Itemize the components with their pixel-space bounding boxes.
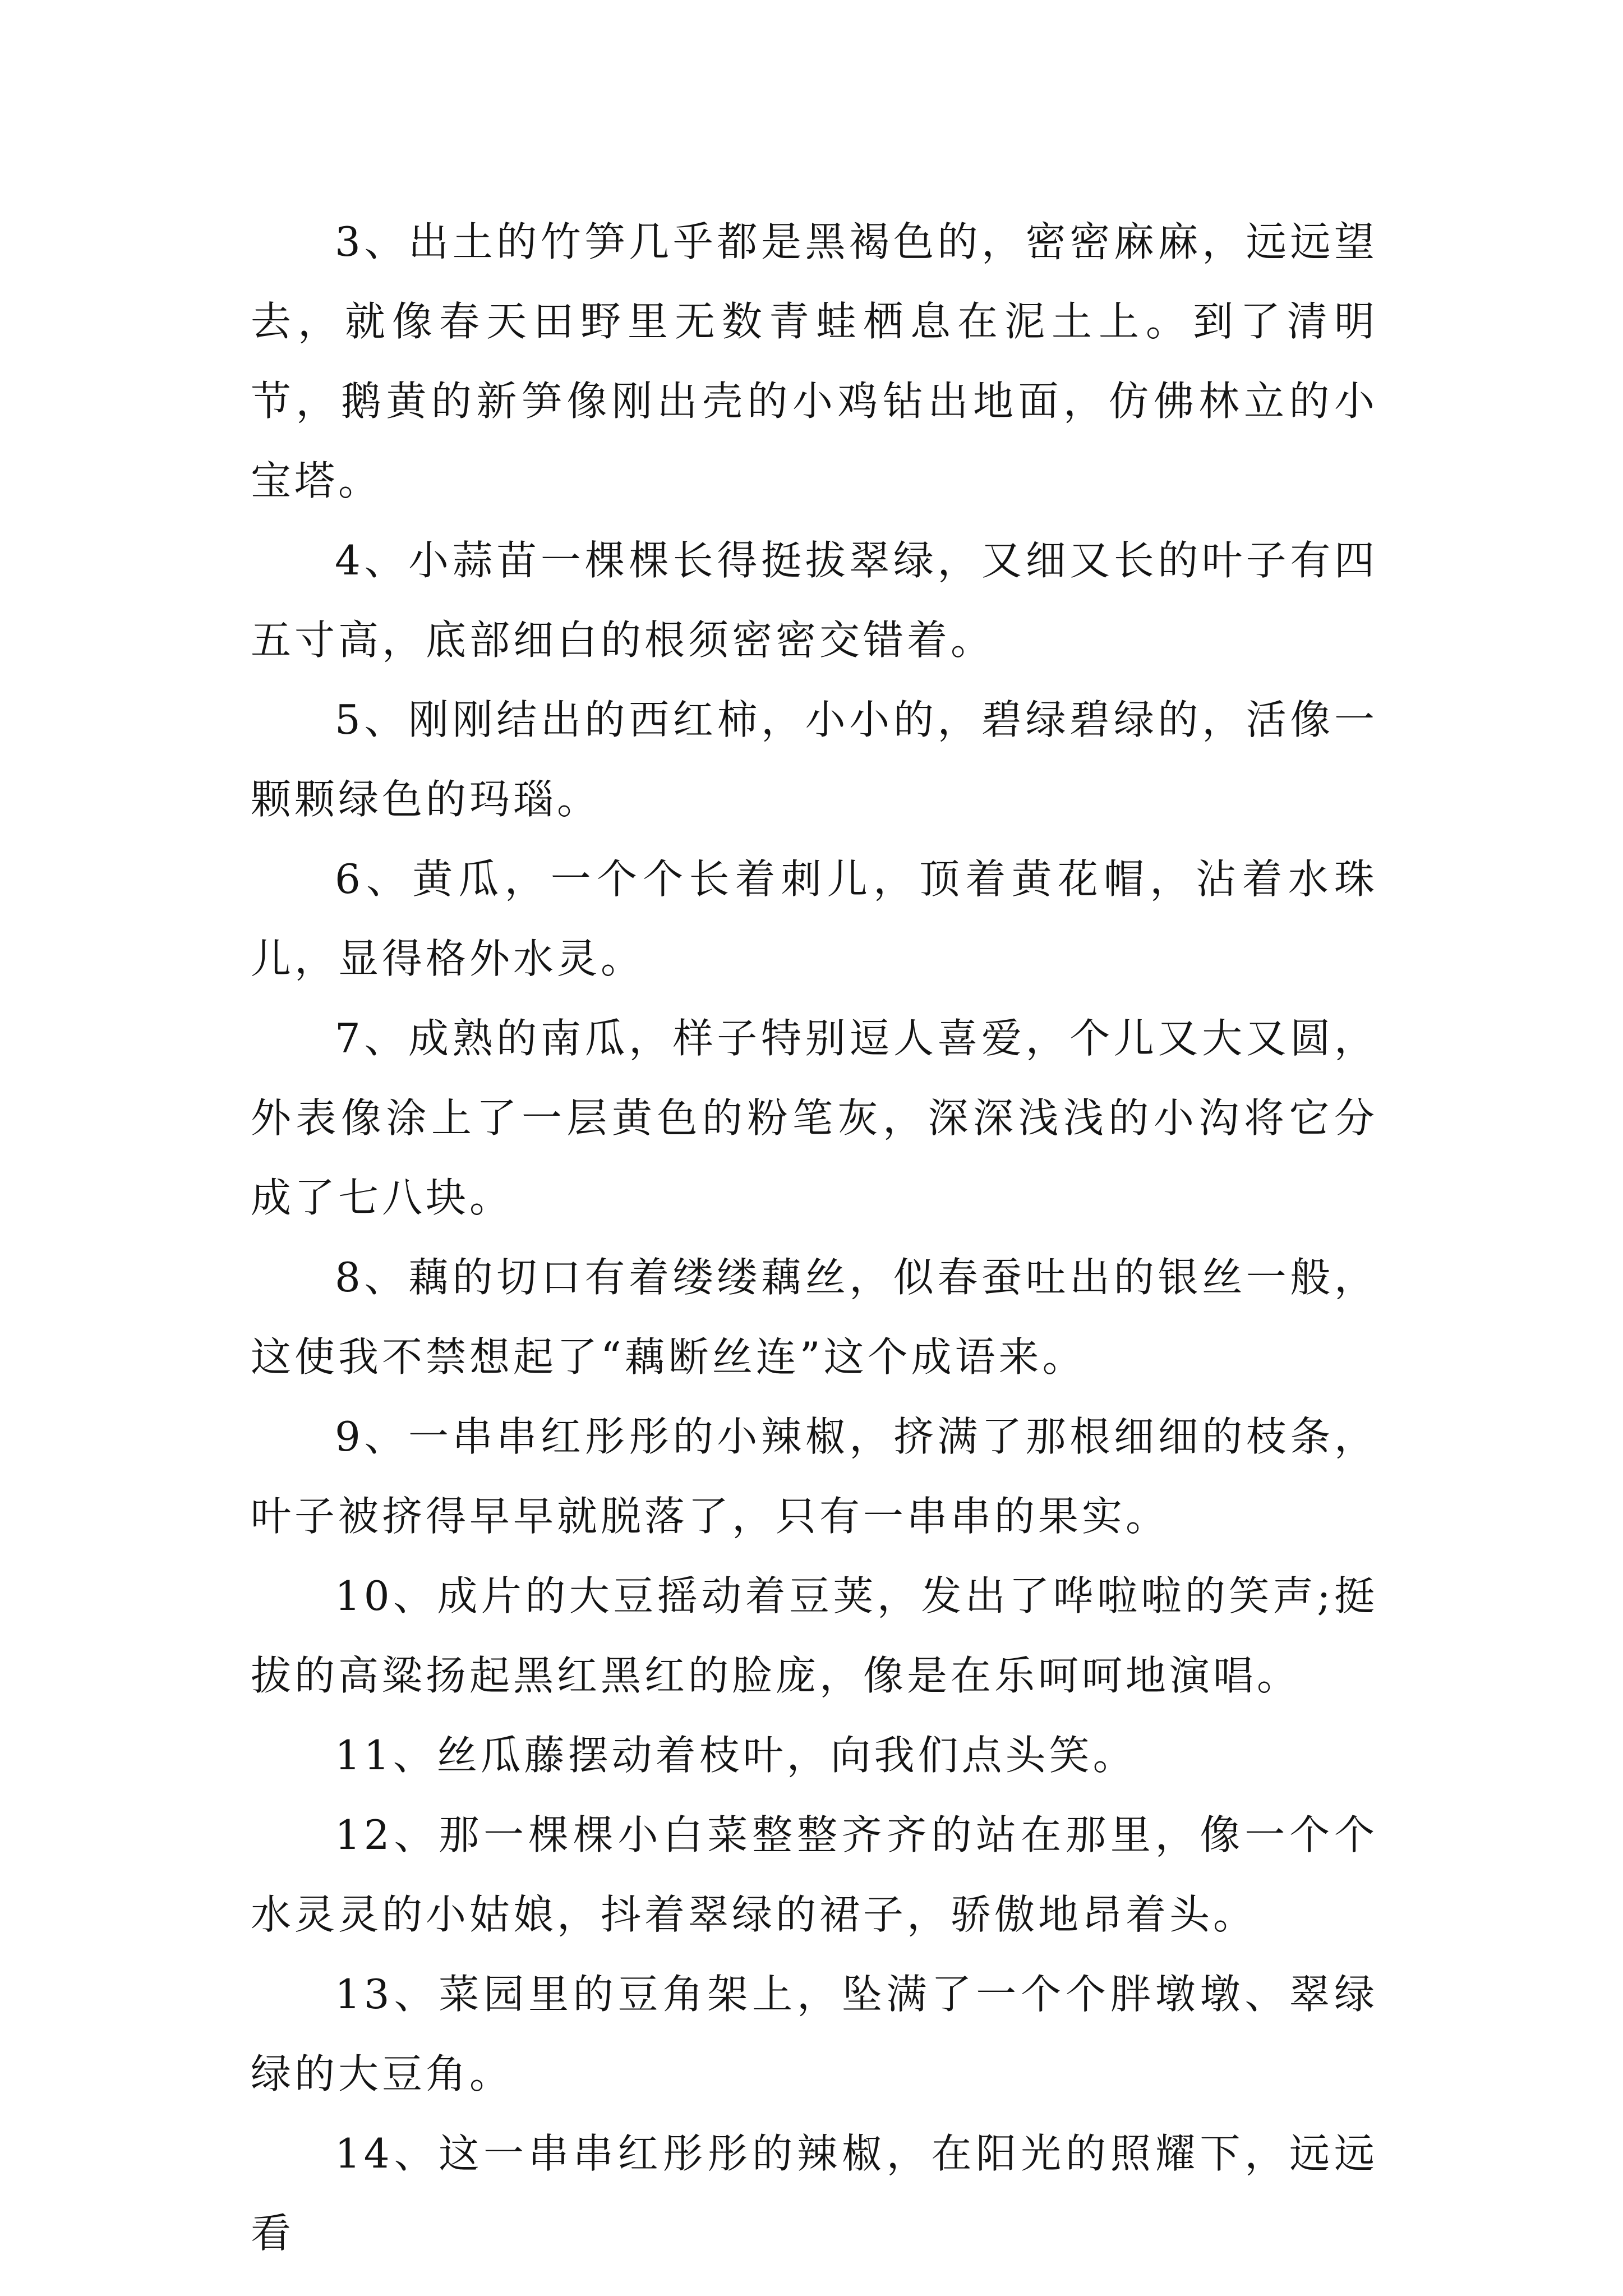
paragraph-3: 3、出土的竹笋几乎都是黑褐色的，密密麻麻，远远望去，就像春天田野里无数青蛙栖息在泥土上。到了清明节，鹅黄的新笋像刚出壳的小鸡钻出地面，仿佛林立的小宝塔。: [251, 218, 1378, 504]
paragraph-14: 14、这一串串红彤彤的辣椒，在阳光的照耀下，远远看: [251, 2130, 1378, 2257]
paragraph-9: 9、一串串红彤彤的小辣椒，挤满了那根细细的枝条，叶子被挤得早早就脱落了，只有一串串的果实。: [251, 1413, 1378, 1540]
paragraph-5: 5、刚刚结出的西红柿，小小的，碧绿碧绿的，活像一颗颗绿色的玛瑙。: [251, 696, 1378, 823]
paragraph-10: 10、成片的大豆摇动着豆荚，发出了哗啦啦的笑声;挺拔的高粱扬起黑红黑红的脸庞，像是在乐呵呵地演唱。: [251, 1572, 1378, 1699]
paragraph-6: 6、黄瓜，一个个长着刺儿，顶着黄花帽，沾着水珠儿，显得格外水灵。: [251, 855, 1378, 982]
paragraph-4: 4、小蒜苗一棵棵长得挺拔翠绿，又细又长的叶子有四五寸高，底部细白的根须密密交错着。: [251, 537, 1378, 664]
paragraph-13: 13、菜园里的豆角架上，坠满了一个个胖墩墩、翠绿绿的大豆角。: [251, 1971, 1378, 2097]
paragraph-8: 8、藕的切口有着缕缕藕丝，似春蚕吐出的银丝一般，这使我不禁想起了“藕断丝连”这个成语来。: [251, 1254, 1378, 1381]
paragraph-12: 12、那一棵棵小白菜整整齐齐的站在那里，像一个个水灵灵的小姑娘，抖着翠绿的裙子，骄傲地昂着头。: [251, 1811, 1378, 1938]
paragraph-7: 7、成熟的南瓜，样子特别逗人喜爱，个儿又大又圆，外表像涂上了一层黄色的粉笔灰，深深浅浅的小沟将它分成了七八块。: [251, 1015, 1378, 1221]
document-body: [251, 202, 1378, 2273]
paragraph-11: 11、丝瓜藤摆动着枝叶，向我们点头笑。: [335, 1732, 1137, 1779]
